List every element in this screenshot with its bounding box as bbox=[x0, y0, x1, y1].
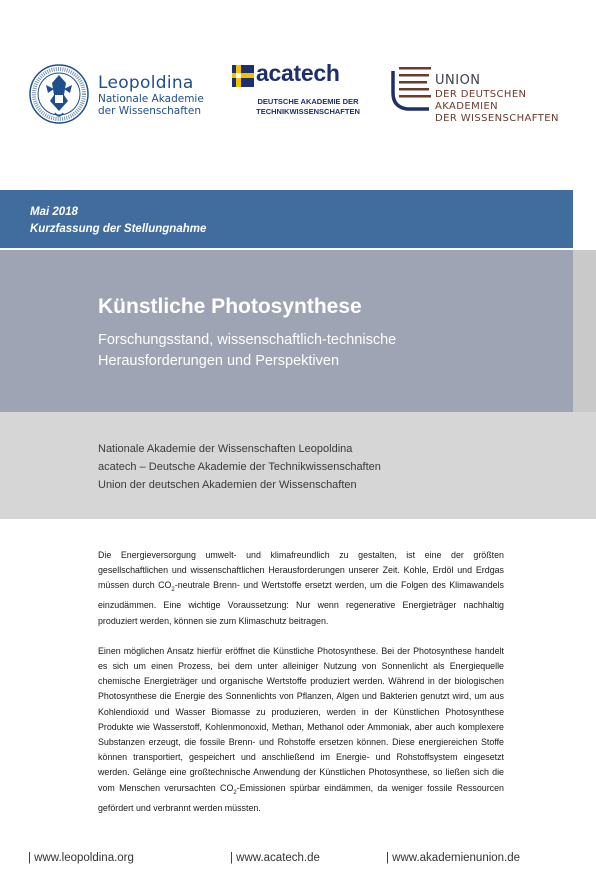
acatech-logo bbox=[232, 60, 362, 123]
header-band bbox=[0, 190, 573, 248]
union-sub-line2: DER WISSENSCHAFTEN bbox=[435, 113, 559, 124]
subscript-2: 2 bbox=[233, 789, 237, 796]
logo-bar bbox=[0, 0, 596, 160]
leopoldina-seal-icon bbox=[28, 55, 90, 133]
organizations-band bbox=[0, 412, 596, 519]
subtitle-line1: Forschungsstand, wissenschaftlich-technische bbox=[98, 332, 397, 348]
leopoldina-sub-line1: Nationale Akademie bbox=[98, 93, 204, 105]
paragraph-2-part-b: -Emissionen spürbar eindämmen, da weniger fossile Ressourcen gefördert und verbrannt werden müssten. bbox=[98, 782, 504, 813]
publication-date: Mai 2018 bbox=[30, 206, 78, 218]
paragraph-2 bbox=[98, 644, 504, 816]
acatech-sub-line2: TECHNIKWISSENSCHAFTEN bbox=[256, 107, 360, 116]
leopoldina-logo bbox=[28, 55, 218, 135]
footer-link-leopoldina[interactable]: | www.leopoldina.org bbox=[28, 852, 134, 864]
page-title: Künstliche Photosynthese bbox=[98, 295, 362, 318]
page-subtitle bbox=[98, 330, 518, 372]
leopoldina-wordmark bbox=[98, 73, 204, 117]
organization-3: Union der deutschen Akademien der Wissenschaften bbox=[98, 479, 357, 491]
union-logo bbox=[385, 63, 585, 124]
acatech-name: acatech bbox=[256, 60, 340, 86]
footer-link-akademienunion[interactable]: | www.akademienunion.de bbox=[386, 852, 521, 864]
paragraph-1 bbox=[98, 548, 504, 629]
union-name: UNION bbox=[435, 73, 481, 88]
title-band bbox=[0, 250, 573, 412]
organization-1: Nationale Akademie der Wissenschaften Leopoldina bbox=[98, 443, 353, 455]
document-type: Kurzfassung der Stellungnahme bbox=[30, 223, 207, 235]
summary-text bbox=[98, 548, 504, 831]
leopoldina-sub-line2: der Wissenschaften bbox=[98, 105, 201, 117]
paragraph-2-part-a: Einen möglichen Ansatz hierfür eröffnet die Künstliche Photosynthese. Bei der Photosynthese handelt es sich um einen Prozess, bei dem unter alleiniger Nutzung von Sonnenlicht als Energiequelle chemische Energieträger und organische Wertstoffe produziert werden. Während in der biologischen Photosynthese die Energie des Sonnenlichts von Pflanzen, Algen und Bakterien genutzt wird, um aus Kohlendioxid und Wasser Biomasse zu produzieren, werden in der Künstlichen Photosynthese Produkte wie Wasserstoff, Kohlenmonoxid, Methan, Methanol oder Ammoniak, aber auch komplexere Substanzen erzeugt, die fossile Brenn- und Rohstoffe ersetzen können. Diese energiereichen Stoffe können transportiert, gespeichert und anschließend im Energie- und Rohstoffsystem eingesetzt werden. Gelänge eine großtechnische Anwendung der Künstlichen Photosynthese, so ließen sich die vom Menschen verursachten CO bbox=[98, 645, 504, 793]
union-subtitle bbox=[435, 89, 585, 125]
subscript-2: 2 bbox=[171, 587, 175, 594]
paragraph-1-part-b: -neutrale Brenn- und Wertstoffe ersetzt werden, um die Folgen des Klimawandels einzudämmen. Eine wichtige Voraussetzung: Nur wenn regenerative Energieträger nachhaltig produziert werden, können sie zum Klimaschutz beitragen. bbox=[98, 580, 504, 626]
paragraph-1-part-a: Die Energieversorgung umwelt- und klimafreundlich zu gestalten, ist eine der größten gesellschaftlichen und wissenschaftlichen Herausforderungen unserer Zeit. Kohle, Erdöl und Erdgas müssen durch CO bbox=[98, 550, 504, 591]
acatech-sub-line1: DEUTSCHE AKADEMIE DER bbox=[257, 97, 359, 106]
footer bbox=[0, 852, 596, 872]
side-accent bbox=[573, 250, 596, 412]
acatech-mark-icon bbox=[232, 65, 254, 87]
leopoldina-name: Leopoldina bbox=[98, 73, 194, 93]
organization-2: acatech – Deutsche Akademie der Technikwissenschaften bbox=[98, 461, 381, 473]
union-sub-line1: DER DEUTSCHEN AKADEMIEN bbox=[435, 89, 527, 112]
footer-link-acatech[interactable]: | www.acatech.de bbox=[230, 852, 320, 864]
union-mark-icon bbox=[385, 63, 433, 113]
acatech-subtitle bbox=[252, 97, 364, 117]
subtitle-line2: Herausforderungen und Perspektiven bbox=[98, 353, 340, 369]
